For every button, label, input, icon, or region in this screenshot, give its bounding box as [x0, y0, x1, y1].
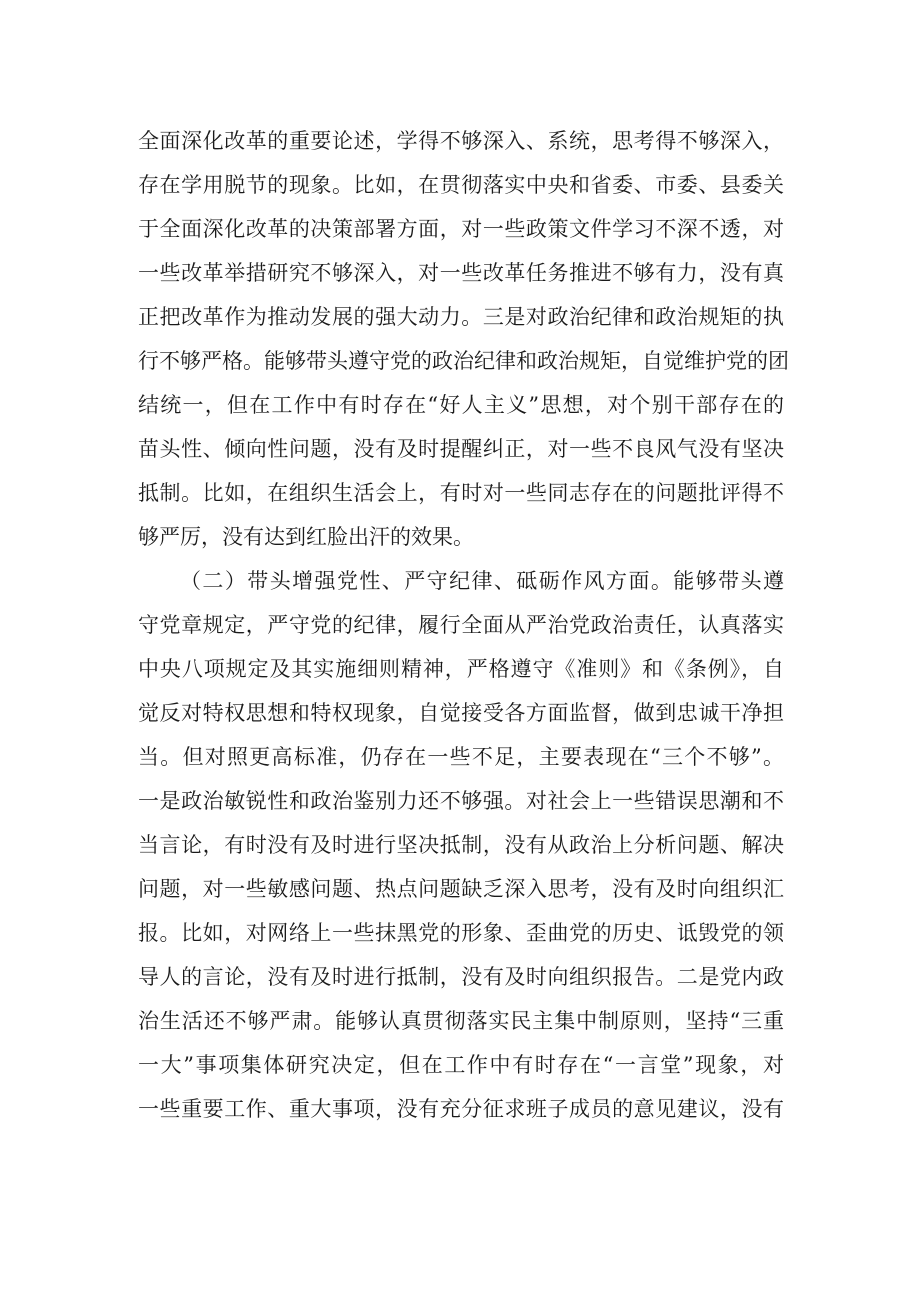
text-line: 一大”事项集体研究决定，但在工作中有时存在“一言堂”现象，对 [138, 1053, 784, 1077]
text-line: 当。但对照更高标准，仍存在一些不足，主要表现在“三个不够”。 [138, 745, 784, 769]
text-line: 抵制。比如，在组织生活会上，有时对一些同志存在的问题批评得不 [138, 481, 784, 505]
text-line: 正把改革作为推动发展的强大动力。三是对政治纪律和政治规矩的执 [138, 305, 784, 329]
text-line: 够严厉，没有达到红脸出汗的效果。 [138, 525, 474, 549]
text-line: 一些重要工作、重大事项，没有充分征求班子成员的意见建议，没有 [138, 1097, 784, 1121]
text-line: 治生活还不够严肃。能够认真贯彻落实民主集中制原则，坚持“三重 [138, 1009, 784, 1033]
section-heading-line: （二）带头增强党性、严守纪律、砥砺作风方面。能够带头遵 [180, 569, 784, 593]
text-line: 一些改革举措研究不够深入，对一些改革任务推进不够有力，没有真 [138, 261, 784, 285]
text-line: 全面深化改革的重要论述，学得不够深入、系统，思考得不够深入， [138, 129, 784, 153]
text-line: 一是政治敏锐性和政治鉴别力还不够强。对社会上一些错误思潮和不 [138, 789, 784, 813]
text-line: 问题，对一些敏感问题、热点问题缺乏深入思考，没有及时向组织汇 [138, 877, 784, 901]
text-line: 当言论，有时没有及时进行坚决抵制，没有从政治上分析问题、解决 [138, 833, 784, 857]
text-line: 导人的言论，没有及时进行抵制，没有及时向组织报告。二是党内政 [138, 965, 784, 989]
text-line: 于全面深化改革的决策部署方面，对一些政策文件学习不深不透，对 [138, 217, 784, 241]
text-line: 中央八项规定及其实施细则精神，严格遵守《准则》和《条例》，自 [138, 657, 784, 681]
text-line: 存在学用脱节的现象。比如，在贯彻落实中央和省委、市委、县委关 [138, 173, 784, 197]
text-line: 苗头性、倾向性问题，没有及时提醒纠正，对一些不良风气没有坚决 [138, 437, 784, 461]
text-line: 报。比如，对网络上一些抹黑党的形象、歪曲党的历史、诋毁党的领 [138, 921, 784, 945]
text-line: 行不够严格。能够带头遵守党的政治纪律和政治规矩，自觉维护党的团 [138, 349, 789, 373]
text-line: 守党章规定，严守党的纪律，履行全面从严治党政治责任，认真落实 [138, 613, 784, 637]
text-line: 觉反对特权思想和特权现象，自觉接受各方面监督，做到忠诚干净担 [138, 701, 784, 725]
text-line: 结统一，但在工作中有时存在“好人主义”思想，对个别干部存在的 [138, 393, 784, 417]
